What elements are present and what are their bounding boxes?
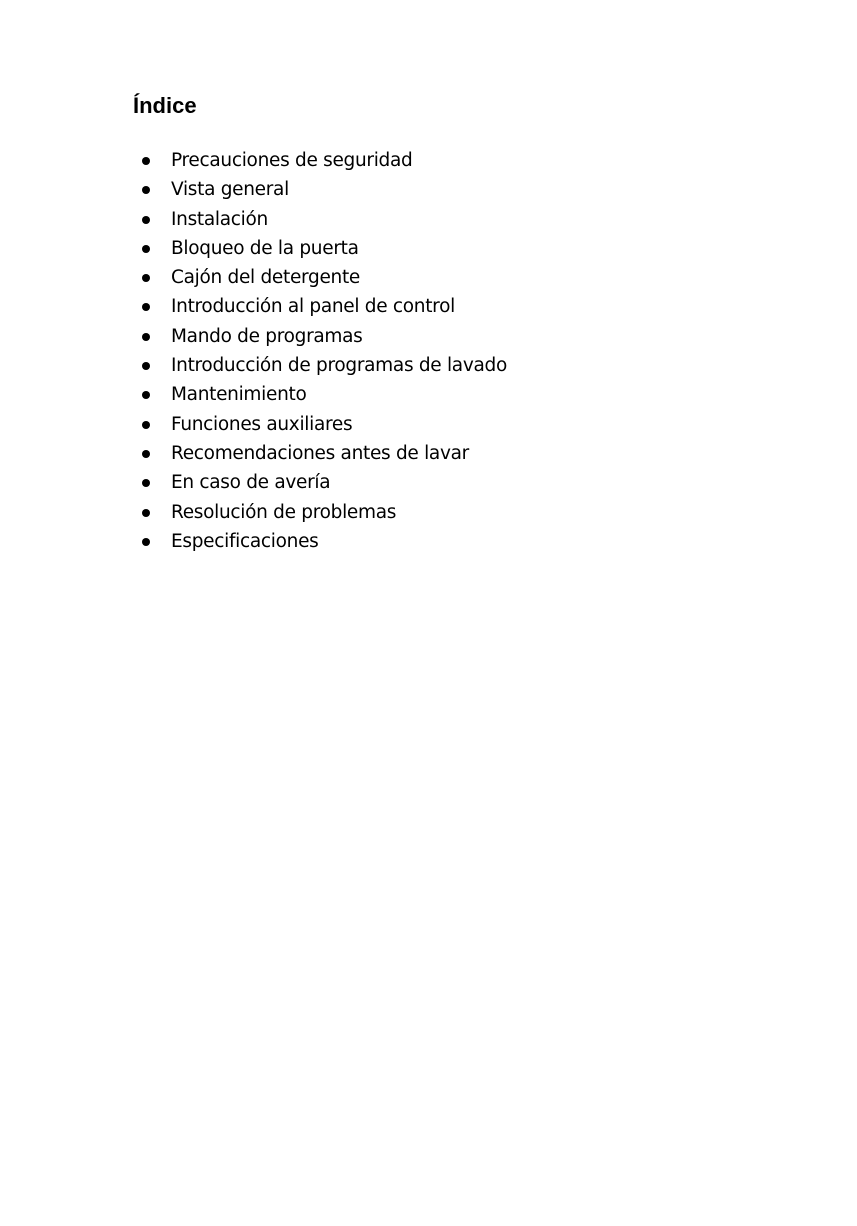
bullet-icon <box>142 333 150 341</box>
toc-item-label: Vista general <box>171 179 289 201</box>
toc-item-label: Especificaciones <box>171 530 319 552</box>
bullet-icon <box>142 421 150 429</box>
toc-item-label: Instalación <box>171 208 268 230</box>
bullet-icon <box>142 186 150 194</box>
toc-item <box>0 498 857 527</box>
toc-item-label: Recomendaciones antes de lavar <box>171 442 469 464</box>
toc-item-label: Mando de programas <box>171 325 363 347</box>
toc-item <box>0 263 857 292</box>
toc-item-label: En caso de avería <box>171 472 331 494</box>
toc-item-label: Precauciones de seguridad <box>171 150 413 171</box>
toc-item-label: Cajón del detergente <box>171 267 360 289</box>
bullet-icon <box>142 538 150 546</box>
bullet-icon <box>142 391 150 399</box>
bullet-icon <box>142 216 150 224</box>
toc-item <box>0 380 857 409</box>
toc-item <box>0 439 857 468</box>
bullet-icon <box>142 509 150 517</box>
toc-item <box>0 205 857 234</box>
bullet-icon <box>142 303 150 311</box>
toc-item-label: Introducción al panel de control <box>171 296 455 318</box>
toc-item <box>0 292 857 321</box>
bullet-icon <box>142 362 150 370</box>
bullet-icon <box>142 450 150 458</box>
toc-item <box>0 527 857 556</box>
bullet-icon <box>142 157 150 165</box>
toc-item <box>0 468 857 497</box>
page-title: Índice <box>133 93 197 118</box>
toc-item <box>0 175 857 204</box>
toc-item <box>0 234 857 263</box>
table-of-contents <box>0 146 857 556</box>
bullet-icon <box>142 245 150 253</box>
bullet-icon <box>142 479 150 487</box>
toc-item-label: Bloqueo de la puerta <box>171 237 359 259</box>
bullet-icon <box>142 274 150 282</box>
toc-item <box>0 146 857 175</box>
toc-item-label: Resolución de problemas <box>171 501 397 523</box>
toc-item-label: Introducción de programas de lavado <box>171 355 507 377</box>
toc-item <box>0 410 857 439</box>
toc-item-label: Funciones auxiliares <box>171 413 353 435</box>
toc-item <box>0 322 857 351</box>
toc-item-label: Mantenimiento <box>171 384 307 406</box>
toc-item <box>0 351 857 380</box>
